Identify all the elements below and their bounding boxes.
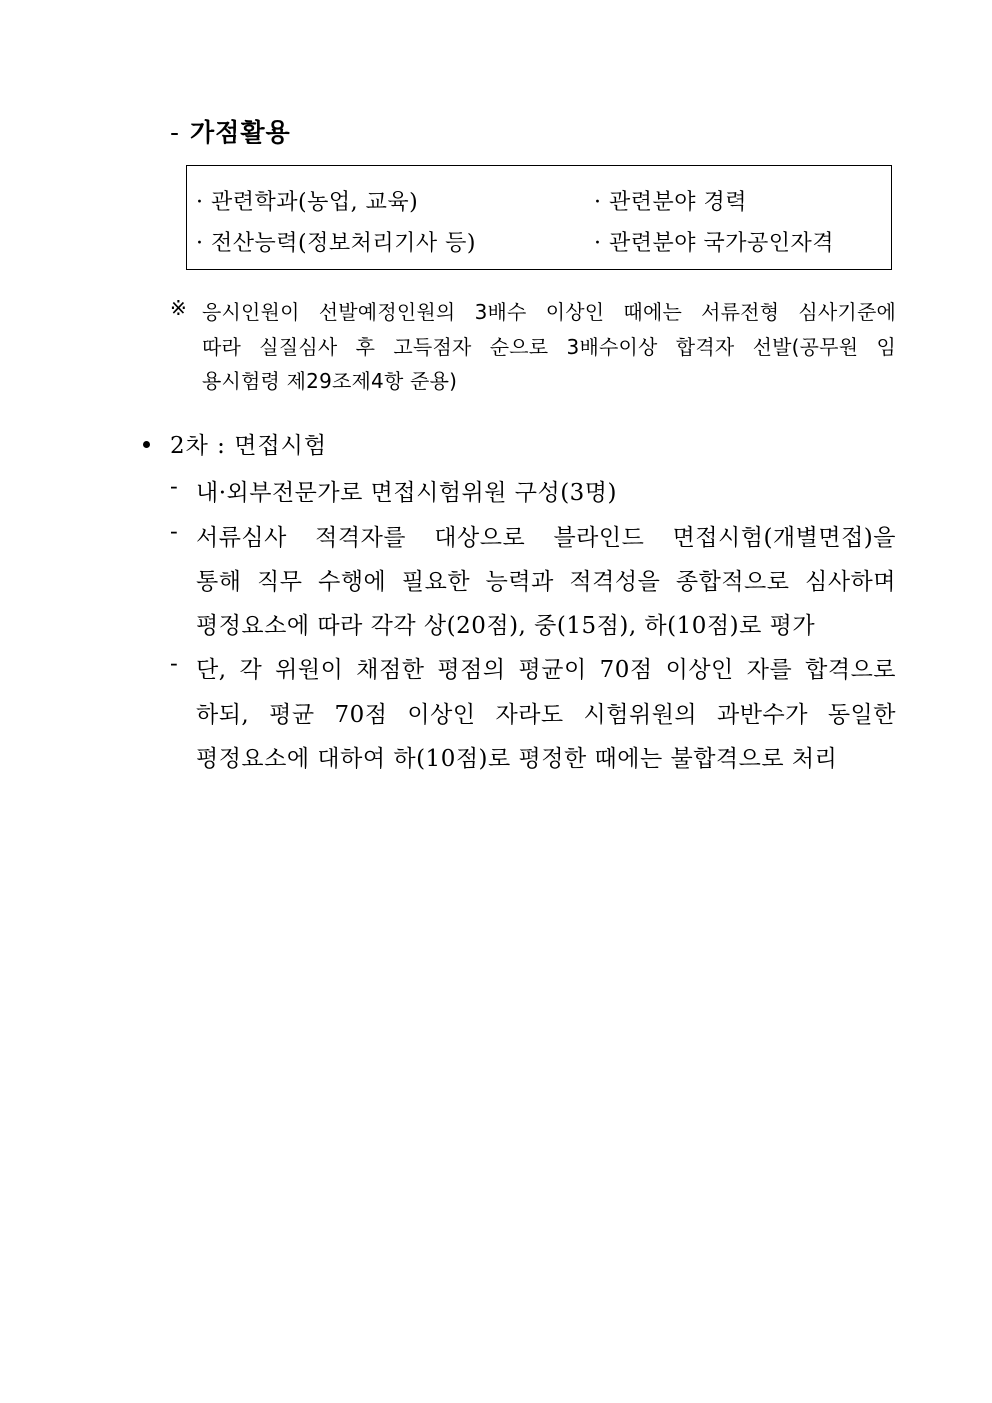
pass-criteria-line: 단, 각 위원이 채점한 평점의 평균이 70점 이상인 자를 합격으로	[196, 657, 896, 683]
bonus-item-computer-skills: · 전산능력(정보처리기사 등)	[196, 231, 476, 256]
bullet-icon	[143, 441, 150, 448]
blind-interview-line: 서류심사 적격자를 대상으로 블라인드 면접시험(개별면접)을	[196, 525, 896, 551]
blind-interview-line: 평정요소에 따라 각각 상(20점), 중(15점), 하(10점)로 평가	[196, 613, 816, 639]
bonus-title-text: 가점활용	[190, 118, 291, 147]
item-dash: -	[170, 519, 178, 545]
note-line: 응시인원이 선발예정인원의 3배수 이상인 때에는 서류전형 심사기준에	[202, 300, 896, 324]
bonus-section-title	[170, 113, 291, 149]
note-reference-mark: ※	[170, 296, 187, 320]
bonus-item-national-certification: · 관련분야 국가공인자격	[594, 231, 835, 256]
note-line: 따라 실질심사 후 고득점자 순으로 3배수이상 합격자 선발(공무원 임	[202, 335, 896, 359]
pass-criteria-line: 하되, 평균 70점 이상인 자라도 시험위원의 과반수가 동일한	[196, 702, 896, 728]
note-line: 용시험령 제29조제4항 준용)	[202, 369, 458, 393]
title-dash: -	[170, 118, 181, 147]
bonus-item-related-experience: · 관련분야 경력	[594, 190, 747, 215]
item-dash: -	[170, 474, 178, 500]
blind-interview-line: 통해 직무 수행에 필요한 능력과 적격성을 종합적으로 심사하며	[196, 569, 896, 595]
stage2-heading: 2차 : 면접시험	[170, 433, 328, 459]
bonus-item-related-major: · 관련학과(농업, 교육)	[196, 190, 419, 215]
item-dash: -	[170, 651, 178, 677]
interview-committee-line: 내·외부전문가로 면접시험위원 구성(3명)	[196, 480, 618, 506]
pass-criteria-line: 평정요소에 대하여 하(10점)로 평정한 때에는 불합격으로 처리	[196, 746, 838, 772]
